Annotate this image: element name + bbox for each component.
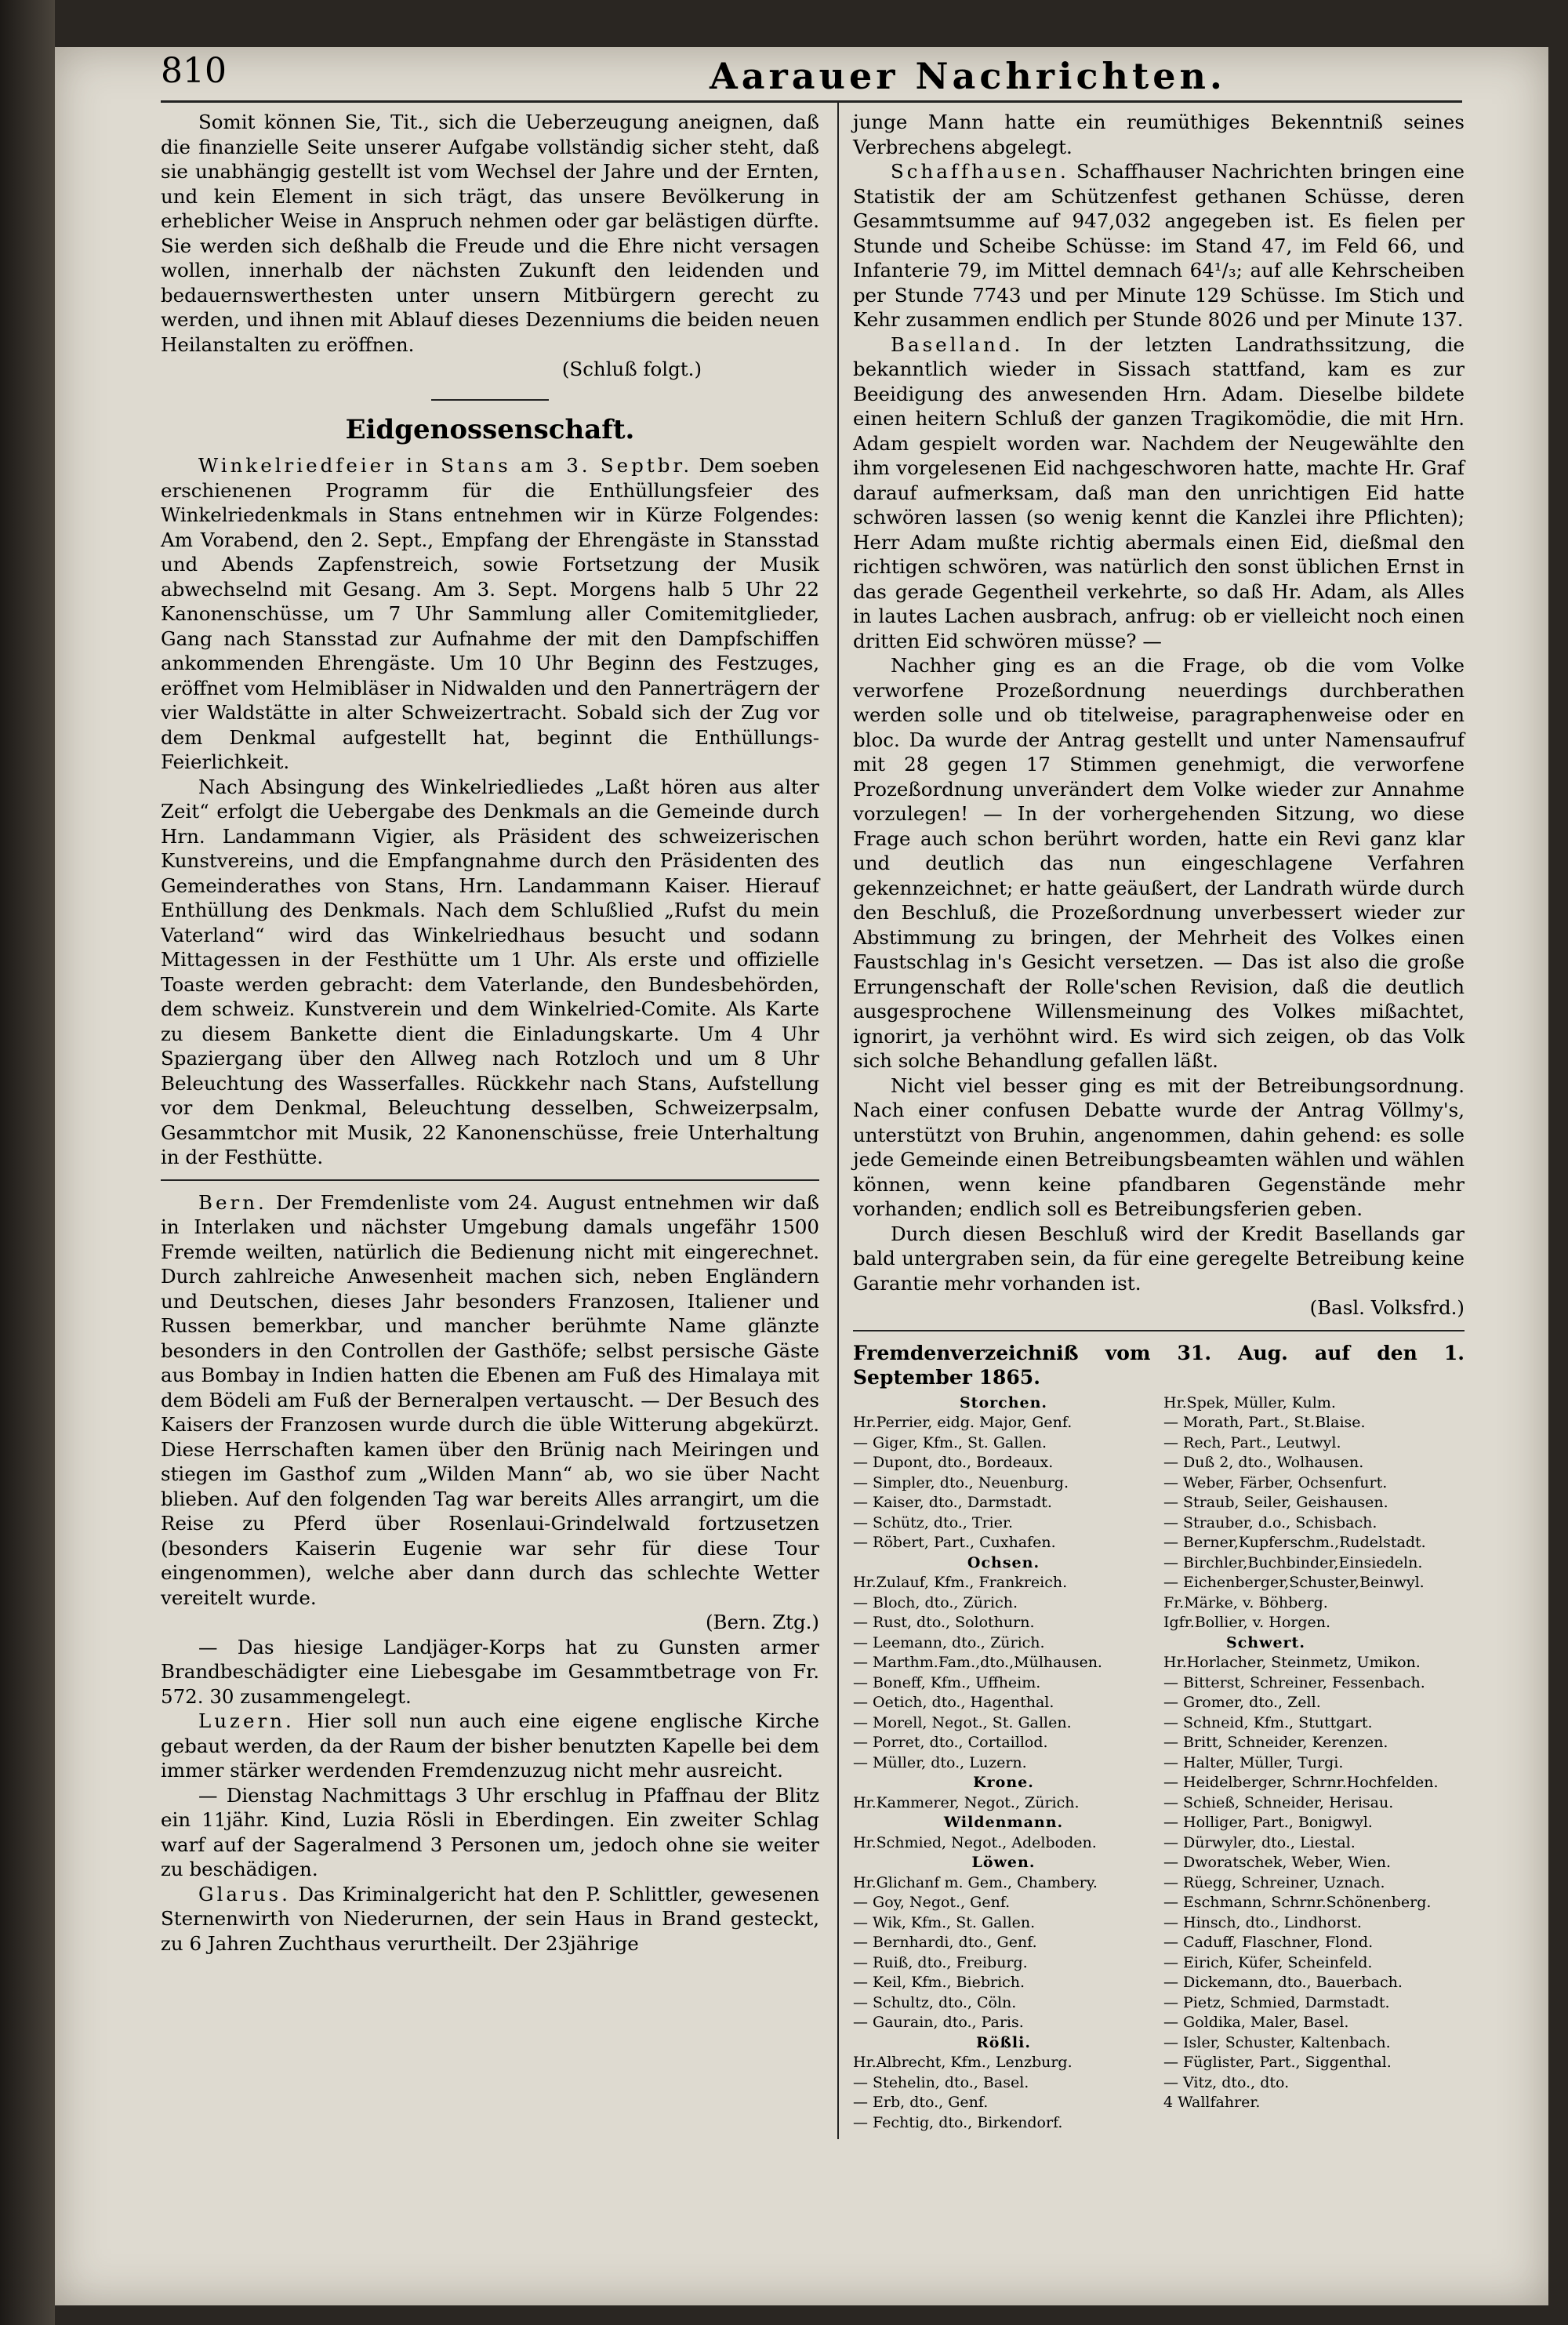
article-lead: Luzern. xyxy=(198,1709,295,1732)
guest-entry: — Halter, Müller, Turgi. xyxy=(1163,1753,1344,1771)
guest-list-title: Fremdenverzeichniß vom 31. Aug. auf den 1. September 1865. xyxy=(853,1341,1465,1389)
guest-entry: — Hinsch, dto., Lindhorst. xyxy=(1163,1913,1362,1931)
guest-entry: — Oetich, dto., Hagenthal. xyxy=(853,1694,1054,1711)
article-lead: Winkelriedfeier in Stans am 3. Septbr. xyxy=(198,454,693,477)
guest-entry: Hr.Glichanf m. Gem., Chambery. xyxy=(853,1873,1098,1891)
guest-entry: — Holliger, Part., Bonigwyl. xyxy=(1163,1814,1373,1831)
guest-entry: — Röbert, Part., Cuxhafen. xyxy=(853,1534,1056,1551)
guest-entry: — Rech, Part., Leutwyl. xyxy=(1163,1433,1341,1451)
right-column xyxy=(853,110,1465,2133)
guest-entry: — Kaiser, dto., Darmstadt. xyxy=(853,1494,1052,1511)
guest-list-column-1 xyxy=(853,1393,1154,2134)
guest-entry: — Vitz, dto., dto. xyxy=(1163,2073,1290,2091)
guest-entry: — Gromer, dto., Zell. xyxy=(1163,1694,1321,1711)
guest-entry: — Morell, Negot., St. Gallen. xyxy=(853,1713,1072,1731)
guest-entry: — Pietz, Schmied, Darmstadt. xyxy=(1163,1993,1390,2011)
guest-entry: Hr.Horlacher, Steinmetz, Umikon. xyxy=(1163,1654,1421,1671)
guest-entry: — Bloch, dto., Zürich. xyxy=(853,1593,1018,1611)
guest-entry: — Ruiß, dto., Freiburg. xyxy=(853,1953,1028,1971)
article-paragraph: Durch diesen Beschluß wird der Kredit Basellands gar bald untergraben sein, da für eine geregelte Betreibung keine Garantie mehr vorhanden ist. xyxy=(853,1222,1465,1295)
guest-entry: — Birchler,Buchbinder,Einsiedeln. xyxy=(1163,1553,1423,1571)
hotel-heading: Wildenmann. xyxy=(943,1814,1064,1831)
article-closing: (Schluß folgt.) xyxy=(561,358,702,380)
guest-entry: — Müller, dto., Luzern. xyxy=(853,1753,1027,1771)
guest-entry: — Duß 2, dto., Wolhausen. xyxy=(1163,1454,1364,1471)
guest-entry: — Eschmann, Schrnr.Schönenberg. xyxy=(1163,1894,1432,1911)
guest-entry: Hr.Perrier, eidg. Major, Genf. xyxy=(853,1414,1073,1431)
guest-entry: — Heidelberger, Schrnr.Hochfelden. xyxy=(1163,1774,1439,1791)
article-divider xyxy=(161,1179,819,1181)
guest-entry: — Rüegg, Schreiner, Uznach. xyxy=(1163,1873,1385,1891)
article-paragraph: Winkelriedfeier in Stans am 3. Septbr. Dem soeben erschienenen Programm für die Enthüllungsfeier des Winkelriedenkmals in Stans entnehmen wir in Kürze Folgendes: Am Vorabend, den 2. Sept., Empfang der Ehrengäste in Stansstad und Abends Zapfenstreich, sowie Fortsetzung der Musik abwechselnd mit Gesang. Am 3. Sept. Morgens halb 5 Uhr 22 Kanonenschüsse, um 7 Uhr Sammlung aller Comitemitglieder, Gang nach Stansstad zur Aufnahme der mit den Dampfschiffen ankommenden Ehrengäste. Um 10 Uhr Beginn des Festzuges, eröffnet vom Helmibläser in Nidwalden und den Pannerträgern der vier Waldstätte in alter Schweizertracht. Sobald sich der Zug vor dem Denkmal aufgestellt hat, beginnt die Enthüllungs-Feierlichkeit. xyxy=(161,454,819,773)
guest-entry: — Berner,Kupferschm.,Rudelstadt. xyxy=(1163,1534,1426,1551)
article-paragraph: Glarus. Das Kriminalgericht hat den P. Schlittler, gewesenen Sternenwirth von Niederurnen, der sein Haus in Brand gesteckt, zu 6 Jahren Zuchthaus verurtheilt. Der 23jährige xyxy=(161,1882,819,1955)
guest-entry: Hr.Schmied, Negot., Adelboden. xyxy=(853,1833,1097,1851)
guest-entry: — Fechtig, dto., Birkendorf. xyxy=(853,2113,1063,2131)
article-paragraph: — Dienstag Nachmittags 3 Uhr erschlug in Pfaffnau der Blitz ein 11jähr. Kind, Luzia Rösli in Eberdingen. Ein zweiter Schlag warf auf der Sageralmend 3 Personen um, jedoch ohne sie weiter zu beschädigen. xyxy=(161,1783,819,1880)
guest-entry: — Bitterst, Schreiner, Fessenbach. xyxy=(1163,1673,1425,1691)
guest-entry: — Weber, Färber, Ochsenfurt. xyxy=(1163,1473,1388,1491)
guest-entry: — Schütz, dto., Trier. xyxy=(853,1513,1014,1531)
article-source: (Basl. Volksfrd.) xyxy=(1309,1296,1465,1319)
guest-entry: — Morath, Part., St.Blaise. xyxy=(1163,1414,1366,1431)
guest-entry: Hr.Zulauf, Kfm., Frankreich. xyxy=(853,1574,1068,1591)
guest-entry: Hr.Kammerer, Negot., Zürich. xyxy=(853,1793,1080,1811)
article-paragraph: Nachher ging es an die Frage, ob die vom Volke verworfene Prozeßordnung neuerdings durchberathen werden solle und ob titelweise, paragraphenweise oder en bloc. Da wurde der Antrag gestellt und unter Namensaufruf mit 28 gegen 17 Stimmen genehmigt, die verworfene Prozeßordnung unverändert dem Volke wieder zur Annahme vorzulegen! — In der vorhergehenden Sitzung, wo diese Frage auch schon berührt worden, hatte ein Revi ganz klar und deutlich das nun eingeschlagene Verfahren gekennzeichnet; er hatte geäußert, der Landrath würde durch den Beschluß, die Prozeßordnung unverbessert wieder zur Abstimmung zu bringen, der Mehrheit des Volkes einen Faustschlag in's Gesicht versetzen. — Das ist also die große Errungenschaft der Rolle'schen Revision, daß die deutlich ausgesprochene Willensmeinung des Volkes mißachtet, ignorirt, ja verhöhnt wird. Es wird sich zeigen, ob das Volk sich solche Behandlung gefallen läßt. xyxy=(853,654,1465,1072)
guest-entry: Fr.Märke, v. Böhberg. xyxy=(1163,1593,1328,1611)
page-number: 810 xyxy=(161,51,227,91)
guest-entry: — Dworatschek, Weber, Wien. xyxy=(1163,1854,1391,1871)
header-rule xyxy=(161,100,1462,103)
left-column xyxy=(161,110,819,1956)
hotel-heading: Schwert. xyxy=(1226,1633,1305,1651)
article-paragraph: Schaffhausen. Schaffhauser Nachrichten bringen eine Statistik der am Schützenfest gethanen Schüsse, deren Gesammtsumme auf 947,032 angegeben ist. Es fielen per Stunde und Scheibe Schüsse: im Stand 47, im Feld 66, und Infanterie 79, im Mittel demnach 64¹/₃; auf alle Kehrscheiben per Stunde 7743 und per Minute 129 Schüsse. Im Stich und Kehr zusammen endlich per Stunde 8026 und per Minute 137. xyxy=(853,160,1465,331)
guest-entry: — Schultz, dto., Cöln. xyxy=(853,1993,1017,2011)
guest-list xyxy=(853,1393,1465,2134)
book-binding xyxy=(0,0,55,2325)
guest-entry: — Keil, Kfm., Biebrich. xyxy=(853,1974,1025,1991)
hotel-heading: Rößli. xyxy=(976,2033,1031,2051)
article-source: (Bern. Ztg.) xyxy=(705,1611,819,1633)
guest-list-column-2 xyxy=(1163,1393,1465,2134)
guest-entry: — Marthm.Fam.,dto.,Mülhausen. xyxy=(853,1654,1102,1671)
guest-entry: — Füglister, Part., Siggenthal. xyxy=(1163,2054,1392,2071)
guest-entry: — Isler, Schuster, Kaltenbach. xyxy=(1163,2033,1391,2051)
guest-entry: — Britt, Schneider, Kerenzen. xyxy=(1163,1734,1388,1751)
guest-entry: — Wik, Kfm., St. Gallen. xyxy=(853,1913,1036,1931)
guest-entry: — Straub, Seiler, Geishausen. xyxy=(1163,1494,1388,1511)
hotel-heading: Storchen. xyxy=(959,1393,1048,1411)
article-paragraph: Nicht viel besser ging es mit der Betreibungsordnung. Nach einer confusen Debatte wurde der Antrag Völlmy's, unterstützt von Bruhin, angenommen, dahin gehend: es solle jede Gemeinde einen Betreibungsbeamten wählen und wählen können, wenn keine pfandbaren Gegenstände mehr vorhanden; endlich soll es Betreibungsferien geben. xyxy=(853,1073,1465,1220)
guest-entry: — Bernhardi, dto., Genf. xyxy=(853,1934,1037,1951)
guest-entry: — Gaurain, dto., Paris. xyxy=(853,2014,1024,2031)
section-title: Eidgenossenschaft. xyxy=(345,413,635,445)
guest-entry: — Boneff, Kfm., Uffheim. xyxy=(853,1673,1041,1691)
article-divider xyxy=(853,1330,1465,1331)
article-paragraph: Somit können Sie, Tit., sich die Ueberzeugung aneignen, daß die finanzielle Seite unserer Aufgabe vollständig sicher steht, daß sie unabhängig gestellt ist vom Wechsel der Jahre und der Ernten, und kein Element in sich trägt, das unsere Bevölkerung in erheblicher Weise in Anspruch nehmen oder gar belästigen dürfte. Sie werden sich deßhalb die Freude und die Ehre nicht versagen wollen, innerhalb der nächsten Zukunft den leidenden und bedauernswerthesten unter unsern Mitbürgern gerecht zu werden, und ihnen mit Ablauf dieses Dezenniums die beiden neuen Heilanstalten zu eröffnen. xyxy=(161,111,819,356)
guest-entry: — Dupont, dto., Bordeaux. xyxy=(853,1454,1054,1471)
guest-entry: — Erb, dto., Genf. xyxy=(853,2094,989,2111)
article-lead: Bern. xyxy=(198,1190,267,1214)
guest-entry: Hr.Albrecht, Kfm., Lenzburg. xyxy=(853,2054,1073,2071)
guest-entry: — Schneid, Kfm., Stuttgart. xyxy=(1163,1713,1373,1731)
guest-entry: — Goy, Negot., Genf. xyxy=(853,1894,1011,1911)
hotel-heading: Löwen. xyxy=(971,1854,1036,1871)
article-lead: Glarus. xyxy=(198,1882,291,1905)
article-lead: Baselland. xyxy=(891,332,1024,356)
guest-entry: Igfr.Bollier, v. Horgen. xyxy=(1163,1614,1331,1631)
guest-entry: — Eichenberger,Schuster,Beinwyl. xyxy=(1163,1574,1425,1591)
article-paragraph: — Das hiesige Landjäger-Korps hat zu Gunsten armer Brandbeschädigter eine Liebesgabe im Gesammtbetrage von Fr. 572. 30 zusammengelegt. xyxy=(161,1635,819,1708)
guest-entry: — Goldika, Maler, Basel. xyxy=(1163,2014,1349,2031)
article-paragraph: Bern. Der Fremdenliste vom 24. August entnehmen wir daß in Interlaken und nächster Umgebung damals ungefähr 1500 Fremde weilten, natürlich die Bedienung nicht mit eingerechnet. Durch zahlreiche Anwesenheit machen sich, neben Engländern und Deutschen, dieses Jahr besonders Franzosen, Italiener und Russen bemerkbar, und mancher berühmte Name glänzte besonders in den Controllen der Gasthöfe; selbst persische Gäste aus Bombay in Indien hatten die Ebenen am Fuß des Himalaya mit dem Bödeli am Fuß der Berneralpen vertauscht. — Der Besuch des Kaisers der Franzosen wurde durch die üble Witterung abgekürzt. Diese Herrschaften kamen über den Brünig nach Meiringen und stiegen im Gasthof zum „Wilden Mann“ ab, wo sie über Nacht blieben. Auf den folgenden Tag war bereits Alles arrangirt, um die Reise zu Pferd über Rosenlaui-Grindelwald fortzusetzen (besonders Kaiserin Eugenie war sehr für diese Tour eingenommen), welche aber dann durch das schlechte Wetter vereitelt wurde. xyxy=(161,1190,819,1609)
guest-entry: — Eirich, Küfer, Scheinfeld. xyxy=(1163,1953,1373,1971)
article-paragraph: Luzern. Hier soll nun auch eine eigene englische Kirche gebaut werden, da der Raum der bisher benutzten Kapelle bei dem immer stärker werdenden Fremdenzuzug nicht mehr ausreicht. xyxy=(161,1709,820,1782)
article-paragraph: junge Mann hatte ein reumüthiges Bekenntniß seines Verbrechens abgelegt. xyxy=(853,111,1465,158)
guest-entry: — Simpler, dto., Neuenburg. xyxy=(853,1473,1069,1491)
masthead: Aarauer Nachrichten. xyxy=(710,55,1226,97)
article-lead: Schaffhausen. xyxy=(891,160,1069,183)
guest-entry: — Porret, dto., Cortaillod. xyxy=(853,1734,1048,1751)
guest-entry: — Leemann, dto., Zürich. xyxy=(853,1633,1045,1651)
guest-entry: — Caduff, Flaschner, Flond. xyxy=(1163,1934,1374,1951)
hotel-heading: Ochsen. xyxy=(967,1553,1040,1571)
guest-entry: Hr.Spek, Müller, Kulm. xyxy=(1163,1393,1336,1411)
article-paragraph: Baselland. In der letzten Landrathssitzung, die bekanntlich wieder in Sissach stattfand, kam es zur Beeidigung des anwesenden Hrn. Adam. Dieselbe bildete einen heitern Schluß der ganzen Tragikomödie, die mit Hrn. Adam gespielt worden war. Nachdem der Neugewählte den ihm vorgelesenen Eid nachgeschworen hatte, machte Hr. Graf darauf aufmerksam, daß man den unrichtigen Eid hatte schwören lassen (so wenig kennt die Kanzlei ihre Pflichten); Herr Adam mußte richtig abermals einen Eid, dießmal den richtigen schwören, was natürlich den sonst üblichen Ernst in das gerade Gegentheil verkehrte, so daß Hr. Adam, als Alles in lautes Lachen ausbrach, anfrug: ob er vielleicht noch einen dritten Eid schwören müsse? — xyxy=(853,332,1465,652)
guest-entry: 4 Wallfahrer. xyxy=(1163,2094,1261,2111)
column-divider xyxy=(837,100,839,2139)
hotel-heading: Krone. xyxy=(973,1774,1034,1791)
guest-entry: — Dürwyler, dto., Liestal. xyxy=(1163,1833,1356,1851)
guest-entry: — Rust, dto., Solothurn. xyxy=(853,1614,1035,1631)
guest-entry: — Giger, Kfm., St. Gallen. xyxy=(853,1433,1047,1451)
section-divider xyxy=(431,399,549,401)
guest-entry: — Dickemann, dto., Bauerbach. xyxy=(1163,1974,1403,1991)
guest-entry: — Strauber, d.o., Schisbach. xyxy=(1163,1513,1377,1531)
article-paragraph: Nach Absingung des Winkelriedliedes „Laßt hören aus alter Zeit“ erfolgt die Uebergabe des Denkmals an die Gemeinde durch Hrn. Landammann Vigier, als Präsident des schweizerischen Kunstvereins, und die Empfangnahme durch den Präsidenten des Gemeinderathes von Stans, Hrn. Landammann Kaiser. Hierauf Enthüllung des Denkmals. Nach dem Schlußlied „Rufst du mein Vaterland“ wird das Winkelriedhaus besucht und sodann Mittagessen in der Festhütte um 1 Uhr. Als erste und offizielle Toaste werden gebracht: dem Vaterlande, den Bundesbehörden, dem schweiz. Kunstverein und dem Winkelried-Comite. Als Karte zu diesem Bankette dient die Einladungskarte. Um 4 Uhr Spaziergang über den Allweg nach Rotzloch und um 8 Uhr Beleuchtung des Wasserfalles. Rückkehr nach Stans, Aufstellung vor dem Denkmal, Beleuchtung desselben, Schweizerpsalm, Gesammtchor mit Musik, 22 Kanonenschüsse, freie Unterhaltung in der Festhütte. xyxy=(161,775,819,1168)
guest-entry: — Schieß, Schneider, Herisau. xyxy=(1163,1793,1394,1811)
guest-entry: — Stehelin, dto., Basel. xyxy=(853,2073,1029,2091)
